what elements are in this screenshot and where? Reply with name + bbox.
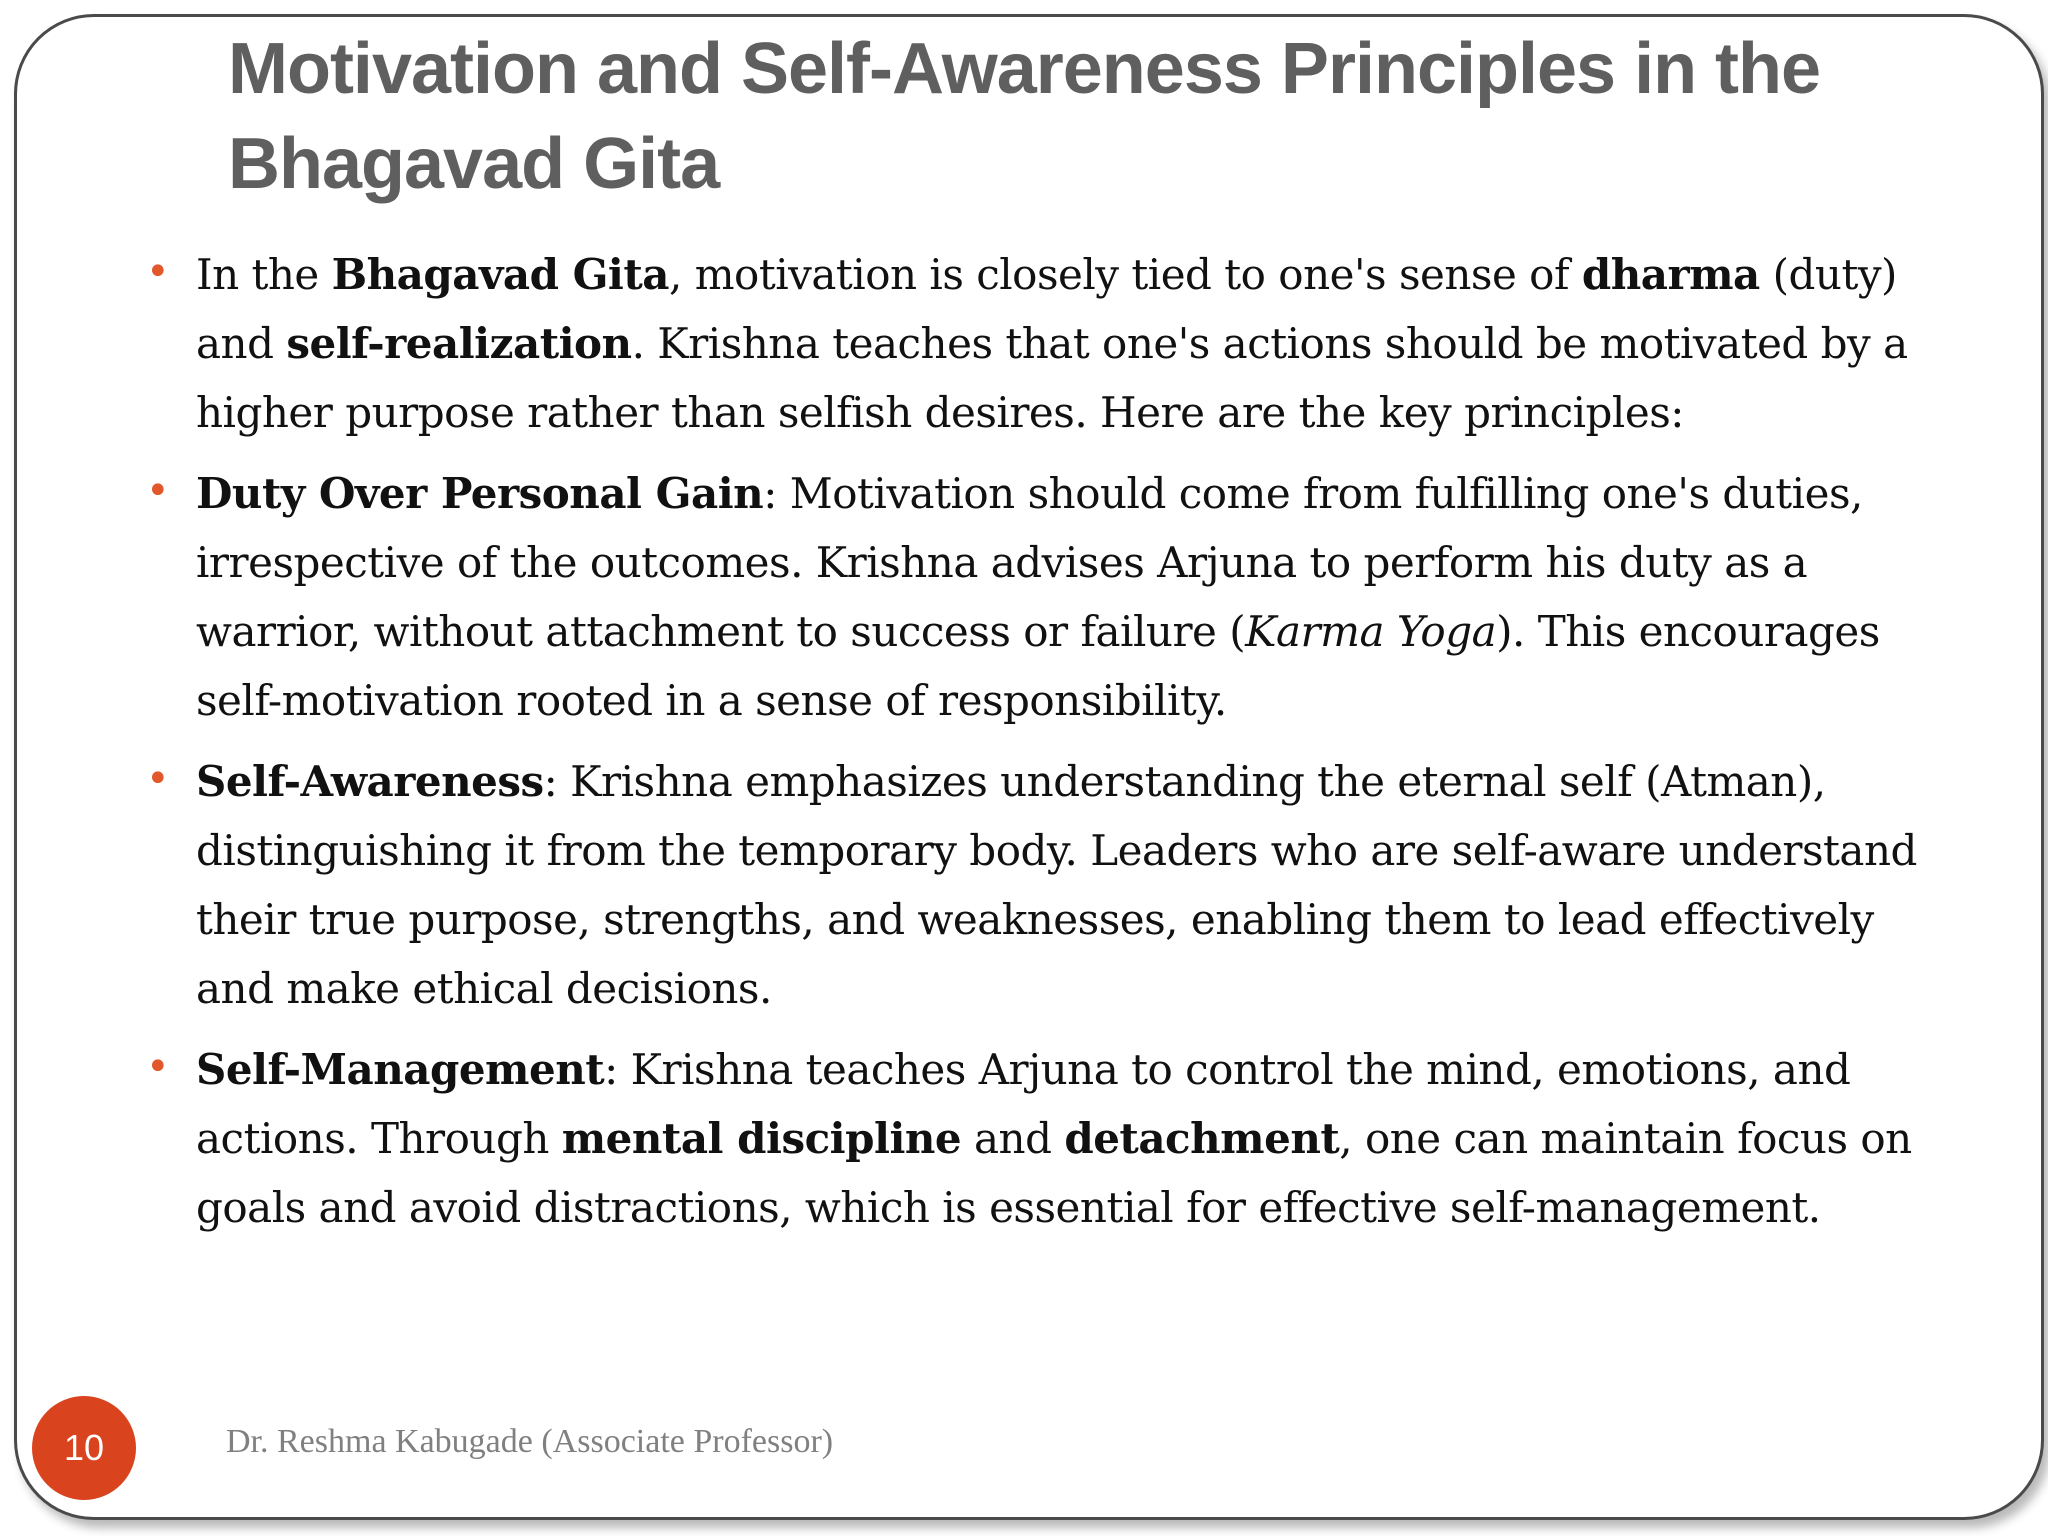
bullet-text: ). This encourages self-motivation rooted in a sense of responsibility. xyxy=(196,607,1880,725)
bullet-bold-text: detachment xyxy=(1064,1114,1340,1163)
bullet-text: and xyxy=(961,1114,1065,1163)
bullet-bold-text: Self-Awareness xyxy=(196,757,544,806)
footer-author: Dr. Reshma Kabugade (Associate Professor) xyxy=(226,1423,834,1460)
slide-title: Motivation and Self-Awareness Principles in the Bhagavad Gita xyxy=(228,29,1821,204)
bullet-bold-text: mental discipline xyxy=(561,1114,962,1163)
bullet-item xyxy=(146,240,1956,447)
bullet-text: , one can maintain focus on goals and avoid distractions, which is essential for effective self-management. xyxy=(196,1114,1912,1232)
bullet-text: , motivation is closely tied to one's sense of xyxy=(669,250,1582,299)
bullet-marker-icon: • xyxy=(146,1044,170,1090)
bullet-text: : Krishna emphasizes understanding the eternal self (Atman), distinguishing it from the temporary body. Leaders who are self-aware understand their true purpose, strengths, and weaknesses, enabling them to lead effectively and make ethical decisions. xyxy=(196,757,1917,1013)
bullet-text: (duty) and xyxy=(196,250,1897,368)
bullet-text: In the xyxy=(196,250,332,299)
bullet-list xyxy=(146,240,1956,1254)
bullet-marker-icon: • xyxy=(146,249,170,295)
bullet-item xyxy=(146,747,1956,1023)
page-number-badge: 10 xyxy=(32,1396,136,1500)
bullet-bold-text: Self-Management xyxy=(196,1045,605,1094)
bullet-italic-text: Karma Yoga xyxy=(1245,607,1497,656)
bullet-marker-icon: • xyxy=(146,756,170,802)
bullet-bold-text: dharma xyxy=(1581,250,1760,299)
bullet-text: : Krishna teaches Arjuna to control the mind, emotions, and actions. Through xyxy=(196,1045,1851,1163)
bullet-item xyxy=(146,459,1956,735)
bullet-text: : Motivation should come from fulfilling one's duties, irrespective of the outcomes. Krishna advises Arjuna to perform his duty as a warrior, without attachment to success or failure ( xyxy=(196,469,1863,656)
bullet-item xyxy=(146,1035,1956,1242)
bullet-bold-text: Bhagavad Gita xyxy=(331,250,669,299)
bullet-bold-text: self-realization xyxy=(286,319,632,368)
bullet-marker-icon: • xyxy=(146,468,170,514)
bullet-text: . Krishna teaches that one's actions should be motivated by a higher purpose rather than selfish desires. Here are the key principles: xyxy=(196,319,1908,437)
bullet-bold-text: Duty Over Personal Gain xyxy=(196,469,764,518)
